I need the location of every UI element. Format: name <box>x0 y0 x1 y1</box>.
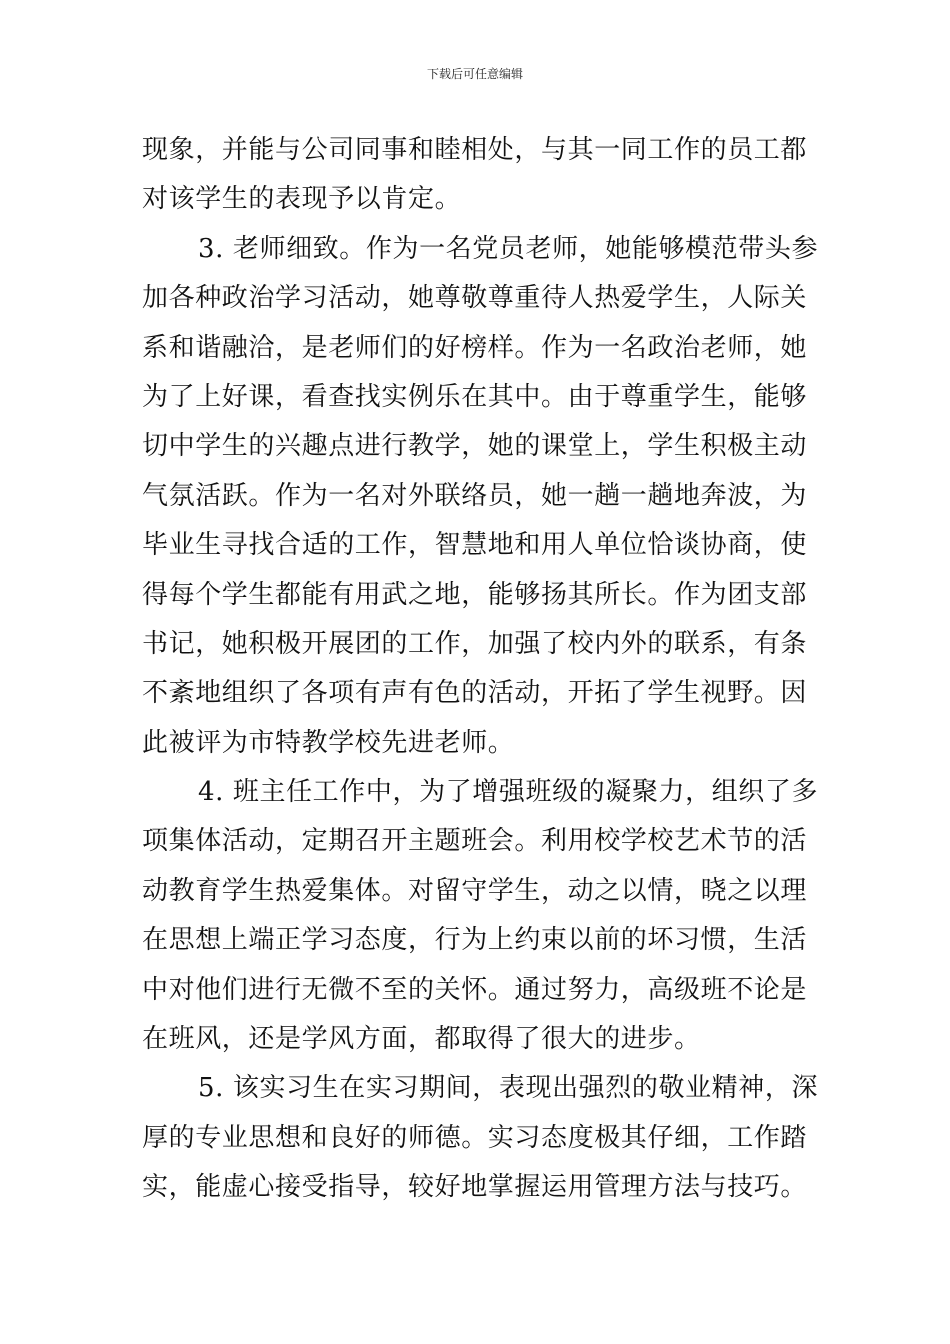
text-line: 不紊地组织了各项有声有色的活动，开拓了学生视野。因 <box>142 678 808 709</box>
paragraph-3-start: 3. 老师细致。作为一名党员老师，她能够模范带头参 <box>198 233 819 264</box>
text-line: 在班风，还是学风方面，都取得了很大的进步。 <box>142 1024 701 1055</box>
paragraph-4-start: 4. 班主任工作中，为了增强班级的凝聚力，组织了多 <box>198 777 819 808</box>
text-line: 切中学生的兴趣点进行教学，她的课堂上，学生积极主动 <box>142 431 808 462</box>
text-line: 系和谐融洽，是老师们的好榜样。作为一名政治老师，她 <box>142 332 808 363</box>
text-line: 对该学生的表现予以肯定。 <box>142 184 462 215</box>
text-line: 实，能虚心接受指导，较好地掌握运用管理方法与技巧。 <box>142 1172 808 1203</box>
text-line: 为了上好课，看查找实例乐在其中。由于尊重学生，能够 <box>142 381 808 412</box>
paragraph-5-start: 5. 该实习生在实习期间，表现出强烈的敬业精神，深 <box>198 1073 819 1104</box>
text-line: 毕业生寻找合适的工作，智慧地和用人单位恰谈协商，使 <box>142 530 808 561</box>
text-line: 动教育学生热爱集体。对留守学生，动之以情，晓之以理 <box>142 875 808 906</box>
text-line: 厚的专业思想和良好的师德。实习态度极其仔细，工作踏 <box>142 1122 808 1153</box>
text-line: 现象，并能与公司同事和睦相处，与其一同工作的员工都 <box>142 135 808 165</box>
text-line: 得每个学生都能有用武之地，能够扬其所长。作为团支部 <box>142 579 808 610</box>
text-line: 此被评为市特教学校先进老师。 <box>142 727 515 758</box>
text-line: 气氛活跃。作为一名对外联络员，她一趟一趟地奔波，为 <box>142 480 808 511</box>
text-line: 中对他们进行无微不至的关怀。通过努力，高级班不论是 <box>142 974 808 1005</box>
page-header: 下载后可任意编辑 <box>426 67 523 81</box>
text-line: 项集体活动，定期召开主题班会。利用校学校艺术节的活 <box>142 826 808 857</box>
text-line: 在思想上端正学习态度，行为上约束以前的坏习惯，生活 <box>142 925 808 956</box>
text-line: 加各种政治学习活动，她尊敬尊重待人热爱学生，人际关 <box>142 283 808 314</box>
document-body <box>142 126 818 1213</box>
text-line: 书记，她积极开展团的工作，加强了校内外的联系，有条 <box>142 628 808 659</box>
